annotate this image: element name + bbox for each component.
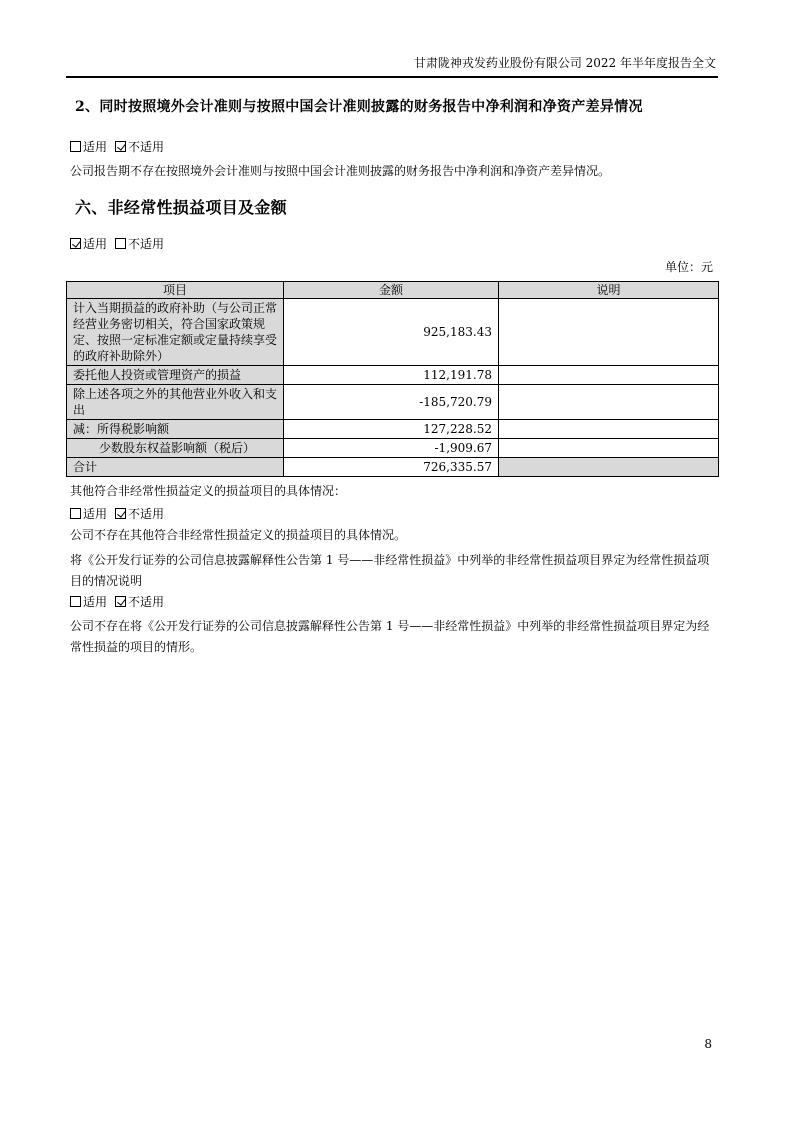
amount-cell: 127,228.52	[284, 420, 499, 439]
non-recurring-items-table	[66, 281, 719, 477]
applicable-label: 适用	[83, 237, 108, 251]
applicable-label: 适用	[83, 140, 108, 154]
classification-note-applicability-line	[70, 595, 718, 609]
section-6-heading: 六、非经常性损益项目及金额	[75, 198, 287, 217]
other-items-applicability-line	[70, 507, 718, 521]
section-2-heading: 2、同时按照境外会计准则与按照中国会计准则披露的财务报告中净利润和净资产差异情况	[75, 99, 643, 115]
other-items-intro: 其他符合非经常性损益定义的损益项目的具体情况：	[70, 484, 347, 498]
note-cell	[499, 385, 719, 420]
table-row	[67, 439, 719, 458]
column-header-note: 说明	[499, 282, 719, 299]
checkbox-checked-icon	[70, 238, 81, 249]
table-row	[67, 385, 719, 420]
checkbox-unchecked-icon	[70, 141, 81, 152]
note-cell	[499, 366, 719, 385]
checkbox-checked-icon	[115, 508, 126, 519]
table-header-row	[67, 282, 719, 299]
column-header-item: 项目	[67, 282, 284, 299]
table-row	[67, 366, 719, 385]
note-cell	[499, 458, 719, 477]
item-cell: 计入当期损益的政府补助（与公司正常经营业务密切相关，符合国家政策规定、按照一定标准定额或定量持续享受的政府补助除外）	[67, 299, 284, 366]
item-cell: 除上述各项之外的其他营业外收入和支出	[67, 385, 284, 420]
section-6-applicability-line	[70, 237, 718, 251]
item-cell: 减：所得税影响额	[67, 420, 284, 439]
section-2-applicability-line	[70, 140, 718, 154]
classification-note-intro: 将《公开发行证券的公司信息披露解释性公告第 1 号——非经常性损益》中列举的非经常性损益项目界定为经常性损益项目的情况说明	[70, 553, 710, 588]
unit-label: 单位：元	[664, 260, 713, 274]
classification-note-statement: 公司不存在将《公开发行证券的公司信息披露解释性公告第 1 号——非经常性损益》中列举的非经常性损益项目界定为经常性损益的项目的情形。	[70, 619, 710, 654]
not-applicable-label: 不适用	[128, 595, 165, 609]
table-row	[67, 420, 719, 439]
table-row	[67, 299, 719, 366]
note-cell	[499, 439, 719, 458]
checkbox-unchecked-icon	[70, 596, 81, 607]
amount-cell: 925,183.43	[284, 299, 499, 366]
page-header-title: 甘肃陇神戎发药业股份有限公司 2022 年半年度报告全文	[413, 56, 716, 70]
not-applicable-label: 不适用	[128, 140, 165, 154]
checkbox-unchecked-icon	[115, 238, 126, 249]
applicable-label: 适用	[83, 595, 108, 609]
checkbox-checked-icon	[115, 596, 126, 607]
page-header	[66, 56, 718, 78]
page-number: 8	[704, 1037, 712, 1051]
checkbox-checked-icon	[115, 141, 126, 152]
amount-cell: 726,335.57	[284, 458, 499, 477]
applicable-label: 适用	[83, 507, 108, 521]
checkbox-unchecked-icon	[70, 508, 81, 519]
not-applicable-label: 不适用	[128, 237, 165, 251]
item-cell: 少数股东权益影响额（税后）	[67, 439, 284, 458]
column-header-amount: 金额	[284, 282, 499, 299]
note-cell	[499, 299, 719, 366]
amount-cell: -185,720.79	[284, 385, 499, 420]
section-2-statement: 公司报告期不存在按照境外会计准则与按照中国会计准则披露的财务报告中净利润和净资产差异情况。	[70, 164, 611, 178]
note-cell	[499, 420, 719, 439]
other-items-statement: 公司不存在其他符合非经常性损益定义的损益项目的具体情况。	[70, 528, 407, 542]
amount-cell: 112,191.78	[284, 366, 499, 385]
item-cell: 委托他人投资或管理资产的损益	[67, 366, 284, 385]
not-applicable-label: 不适用	[128, 507, 165, 521]
table-row-total	[67, 458, 719, 477]
amount-cell: -1,909.67	[284, 439, 499, 458]
page-content	[66, 0, 718, 658]
item-cell: 合计	[67, 458, 284, 477]
